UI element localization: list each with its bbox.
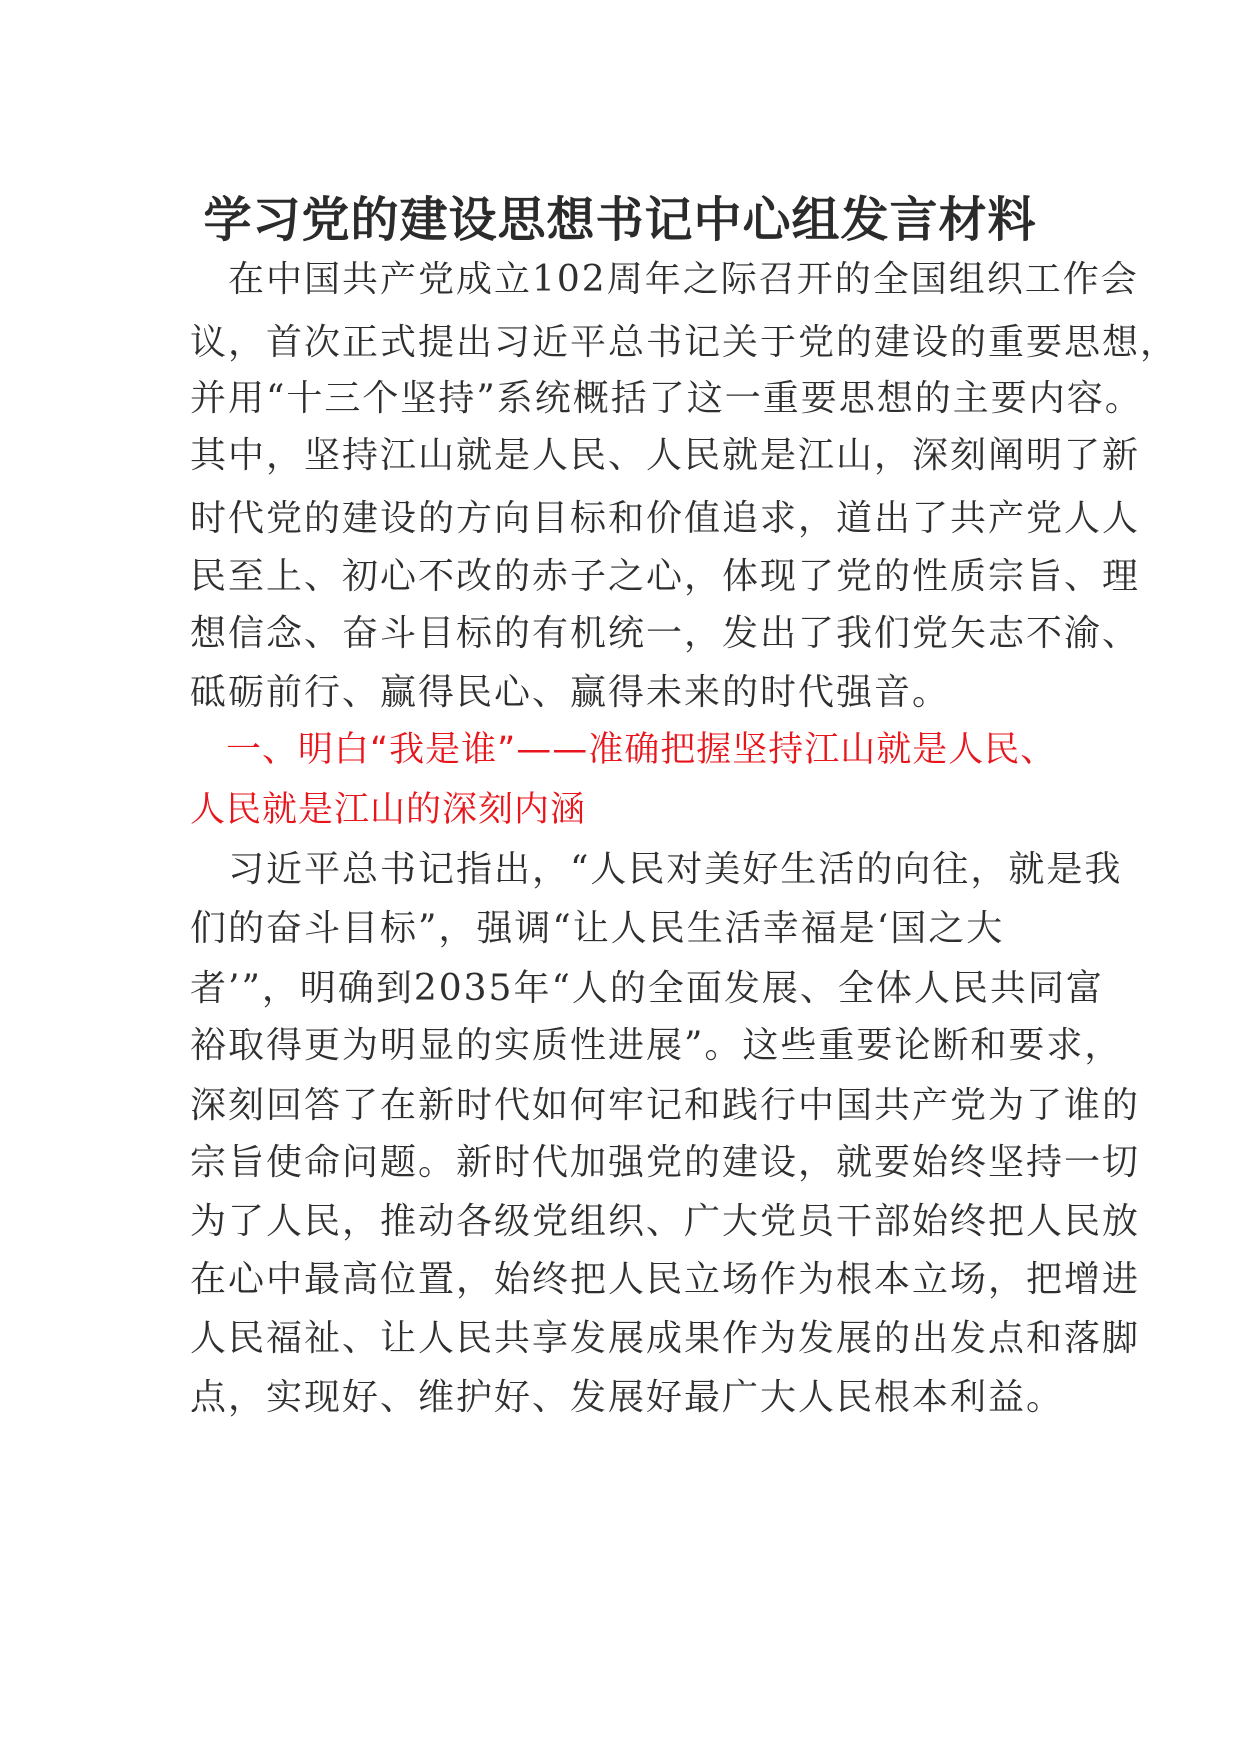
intro-line-3: 并用“十三个坚持”系统概括了这一重要思想的主要内容。 xyxy=(190,378,1143,419)
section-heading-line-2: 人民就是江山的深刻内涵 xyxy=(190,790,587,830)
intro-line-4: 其中，坚持江山就是人民、人民就是江山，深刻阐明了新 xyxy=(190,435,1141,476)
section-line-2: 们的奋斗目标”，强调“让人民生活幸福是‘国之大 xyxy=(190,908,1005,949)
section-heading-line-1: 一、明白“我是谁”——准确把握坚持江山就是人民、 xyxy=(190,730,1057,770)
intro-line-7: 想信念、奋斗目标的有机统一，发出了我们党矢志不渝、 xyxy=(190,613,1141,654)
intro-line-5: 时代党的建设的方向目标和价值追求，道出了共产党人人 xyxy=(190,498,1141,539)
intro-line-6: 民至上、初心不改的赤子之心，体现了党的性质宗旨、理 xyxy=(190,556,1141,597)
section-line-7: 为了人民，推动各级党组织、广大党员干部始终把人民放 xyxy=(190,1201,1141,1242)
section-line-5: 深刻回答了在新时代如何牢记和践行中国共产党为了谁的 xyxy=(190,1085,1141,1126)
section-line-10: 点，实现好、维护好、发展好最广大人民根本利益。 xyxy=(190,1377,1065,1418)
section-line-4: 裕取得更为明显的实质性进展”。这些重要论断和要求， xyxy=(190,1025,1123,1066)
intro-line-2: 议，首次正式提出习近平总书记关于党的建设的重要思想， xyxy=(190,322,1179,363)
intro-line-1: 在中国共产党成立102周年之际召开的全国组织工作会 xyxy=(190,259,1139,300)
section-line-6: 宗旨使命问题。新时代加强党的建设，就要始终坚持一切 xyxy=(190,1142,1141,1183)
intro-line-8: 砥砺前行、赢得民心、赢得未来的时代强音。 xyxy=(190,672,951,713)
section-line-8: 在心中最高位置，始终把人民立场作为根本立场，把增进 xyxy=(190,1259,1141,1300)
section-line-9: 人民福祉、让人民共享发展成果作为发展的出发点和落脚 xyxy=(190,1318,1141,1359)
section-line-3: 者’”，明确到2035年“人的全面发展、全体人民共同富 xyxy=(190,968,1104,1009)
document-title: 学习党的建设思想书记中心组发言材料 xyxy=(203,192,1037,248)
section-line-1: 习近平总书记指出，“人民对美好生活的向往，就是我 xyxy=(190,849,1123,890)
